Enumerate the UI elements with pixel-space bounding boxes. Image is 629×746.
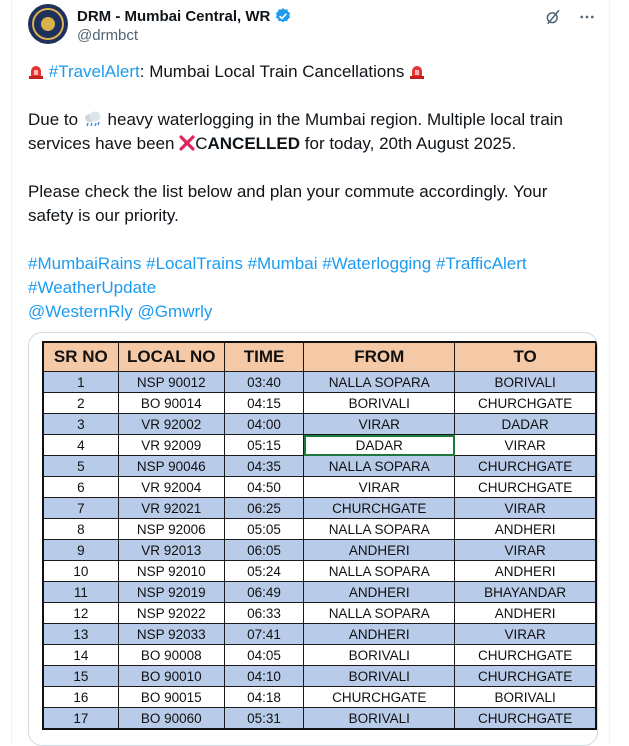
hashtag-trafficalert[interactable]: #TrafficAlert xyxy=(435,254,527,273)
cell-time: 04:10 xyxy=(224,666,303,687)
cell-sr-no: 3 xyxy=(43,414,118,435)
cell-time: 04:05 xyxy=(224,645,303,666)
cell-time: 04:35 xyxy=(224,456,303,477)
tweet-card xyxy=(11,0,610,744)
cell-time: 05:15 xyxy=(224,435,303,456)
mention-gmwrly[interactable]: @Gmwrly xyxy=(137,302,213,321)
table-row xyxy=(43,687,596,708)
hashtag-travelalert[interactable]: #TravelAlert xyxy=(48,62,140,81)
cell-to: CHURCHGATE xyxy=(455,477,596,498)
table-row xyxy=(43,456,596,477)
mention-westernrly[interactable]: @WesternRly xyxy=(28,302,133,321)
table-row xyxy=(43,372,596,393)
cell-from: VIRAR xyxy=(304,414,455,435)
cell-from: NALLA SOPARA xyxy=(304,603,455,624)
cell-time: 04:15 xyxy=(224,393,303,414)
table-row xyxy=(43,666,596,687)
alert-title: : Mumbai Local Train Cancellations xyxy=(139,62,410,81)
cell-local-no: BO 90014 xyxy=(118,393,224,414)
cell-to: VIRAR xyxy=(455,498,596,519)
cell-sr-no: 6 xyxy=(43,477,118,498)
avatar-emblem xyxy=(32,8,64,40)
cell-sr-no: 9 xyxy=(43,540,118,561)
cell-from: CHURCHGATE xyxy=(304,687,455,708)
cell-local-no: BO 90010 xyxy=(118,666,224,687)
siren-icon xyxy=(409,62,425,76)
tweet-header xyxy=(28,4,598,46)
cell-time: 04:50 xyxy=(224,477,303,498)
table-row xyxy=(43,519,596,540)
siren-icon xyxy=(28,62,44,76)
table-row xyxy=(43,624,596,645)
paragraph-cancellation xyxy=(28,108,588,156)
cell-sr-no: 5 xyxy=(43,456,118,477)
cell-time: 05:05 xyxy=(224,519,303,540)
cell-time: 06:49 xyxy=(224,582,303,603)
cell-local-no: NSP 90012 xyxy=(118,372,224,393)
cell-to: CHURCHGATE xyxy=(455,666,596,687)
table-row xyxy=(43,414,596,435)
cell-sr-no: 14 xyxy=(43,645,118,666)
hashtag-block xyxy=(28,252,588,324)
cancellation-table xyxy=(42,341,597,730)
cancelled-c: C xyxy=(195,134,208,153)
cell-from: BORIVALI xyxy=(304,666,455,687)
table-header-row xyxy=(43,342,596,372)
header-time: TIME xyxy=(224,342,303,372)
cell-sr-no: 16 xyxy=(43,687,118,708)
cell-time: 04:18 xyxy=(224,687,303,708)
hashtag-weatherupdate[interactable]: #WeatherUpdate xyxy=(28,278,157,297)
rain-cloud-icon xyxy=(83,110,103,128)
cross-mark-icon xyxy=(179,134,195,150)
para-text-1: Due to xyxy=(28,110,83,129)
cell-time: 06:33 xyxy=(224,603,303,624)
cell-to: ANDHERI xyxy=(455,519,596,540)
cell-time: 03:40 xyxy=(224,372,303,393)
cell-time: 05:31 xyxy=(224,708,303,730)
handle[interactable]: @drmbct xyxy=(77,27,139,44)
cell-from: BORIVALI xyxy=(304,708,455,730)
name-line xyxy=(77,7,292,25)
cell-sr-no: 13 xyxy=(43,624,118,645)
table-row xyxy=(43,393,596,414)
alert-line xyxy=(28,60,588,84)
cell-time: 05:24 xyxy=(224,561,303,582)
cell-sr-no: 7 xyxy=(43,498,118,519)
cell-local-no: VR 92004 xyxy=(118,477,224,498)
cancelled-word: ANCELLED xyxy=(207,134,301,153)
table-row xyxy=(43,582,596,603)
cell-to: CHURCHGATE xyxy=(455,456,596,477)
header-local-no: LOCAL NO xyxy=(118,342,224,372)
table-row xyxy=(43,435,596,456)
cell-time: 06:05 xyxy=(224,540,303,561)
cell-to: BORIVALI xyxy=(455,687,596,708)
cell-to: CHURCHGATE xyxy=(455,645,596,666)
table-row xyxy=(43,498,596,519)
cell-from: ANDHERI xyxy=(304,582,455,603)
paragraph-advice: Please check the list below and plan your commute accordingly. Your safety is our priority. xyxy=(28,182,548,225)
cell-from: DADAR xyxy=(304,435,455,456)
cell-sr-no: 11 xyxy=(43,582,118,603)
cell-time: 04:00 xyxy=(224,414,303,435)
verified-badge-icon xyxy=(274,7,292,25)
cell-to: BORIVALI xyxy=(455,372,596,393)
cell-local-no: BO 90015 xyxy=(118,687,224,708)
cell-from: NALLA SOPARA xyxy=(304,519,455,540)
cell-local-no: VR 92009 xyxy=(118,435,224,456)
cell-to: BHAYANDAR xyxy=(455,582,596,603)
cell-local-no: VR 92002 xyxy=(118,414,224,435)
table-row xyxy=(43,540,596,561)
more-icon[interactable] xyxy=(576,6,598,28)
table-row xyxy=(43,645,596,666)
cell-sr-no: 4 xyxy=(43,435,118,456)
cell-from: NALLA SOPARA xyxy=(304,561,455,582)
top-actions xyxy=(530,6,598,28)
table-row xyxy=(43,561,596,582)
cell-from: VIRAR xyxy=(304,477,455,498)
cell-time: 07:41 xyxy=(224,624,303,645)
cell-local-no: VR 92021 xyxy=(118,498,224,519)
hashtag-mumbairains[interactable]: #MumbaiRains xyxy=(28,254,142,273)
cell-local-no: BO 90008 xyxy=(118,645,224,666)
cell-to: VIRAR xyxy=(455,540,596,561)
cell-from: BORIVALI xyxy=(304,393,455,414)
cancellation-table-image[interactable] xyxy=(28,332,598,746)
cell-local-no: NSP 92019 xyxy=(118,582,224,603)
header-from: FROM xyxy=(304,342,455,372)
para-text-3: for today, 20th August 2025. xyxy=(300,134,517,153)
cell-local-no: NSP 92010 xyxy=(118,561,224,582)
cell-from: ANDHERI xyxy=(304,624,455,645)
hashtag-localtrains[interactable]: #LocalTrains xyxy=(146,254,243,273)
cell-to: DADAR xyxy=(455,414,596,435)
cell-to: VIRAR xyxy=(455,624,596,645)
cell-to: ANDHERI xyxy=(455,603,596,624)
cell-sr-no: 15 xyxy=(43,666,118,687)
table-row xyxy=(43,708,596,730)
cell-sr-no: 2 xyxy=(43,393,118,414)
hashtag-waterlogging[interactable]: #Waterlogging xyxy=(322,254,432,273)
cell-to: ANDHERI xyxy=(455,561,596,582)
para-text-2: heavy waterlogging in the Mumbai region. Multiple local train services have been xyxy=(28,110,563,153)
cell-local-no: NSP 90046 xyxy=(118,456,224,477)
cell-from: NALLA SOPARA xyxy=(304,372,455,393)
table-row xyxy=(43,477,596,498)
cell-sr-no: 17 xyxy=(43,708,118,730)
cell-local-no: NSP 92022 xyxy=(118,603,224,624)
cell-to: CHURCHGATE xyxy=(455,393,596,414)
hashtag-mumbai[interactable]: #Mumbai xyxy=(247,254,318,273)
cell-local-no: VR 92013 xyxy=(118,540,224,561)
cell-from: ANDHERI xyxy=(304,540,455,561)
cell-local-no: NSP 92006 xyxy=(118,519,224,540)
cell-sr-no: 8 xyxy=(43,519,118,540)
header-sr-no: SR NO xyxy=(43,342,118,372)
display-name[interactable]: DRM - Mumbai Central, WR xyxy=(77,7,271,25)
cell-from: CHURCHGATE xyxy=(304,498,455,519)
cell-time: 06:25 xyxy=(224,498,303,519)
table-row xyxy=(43,603,596,624)
grok-icon[interactable] xyxy=(542,6,564,28)
avatar[interactable] xyxy=(28,4,68,44)
cell-sr-no: 10 xyxy=(43,561,118,582)
cell-sr-no: 1 xyxy=(43,372,118,393)
cell-from: NALLA SOPARA xyxy=(304,456,455,477)
cell-local-no: BO 90060 xyxy=(118,708,224,730)
cell-to: VIRAR xyxy=(455,435,596,456)
cell-from: BORIVALI xyxy=(304,645,455,666)
cell-local-no: NSP 92033 xyxy=(118,624,224,645)
header-to: TO xyxy=(455,342,596,372)
cell-sr-no: 12 xyxy=(43,603,118,624)
cell-to: CHURCHGATE xyxy=(455,708,596,730)
